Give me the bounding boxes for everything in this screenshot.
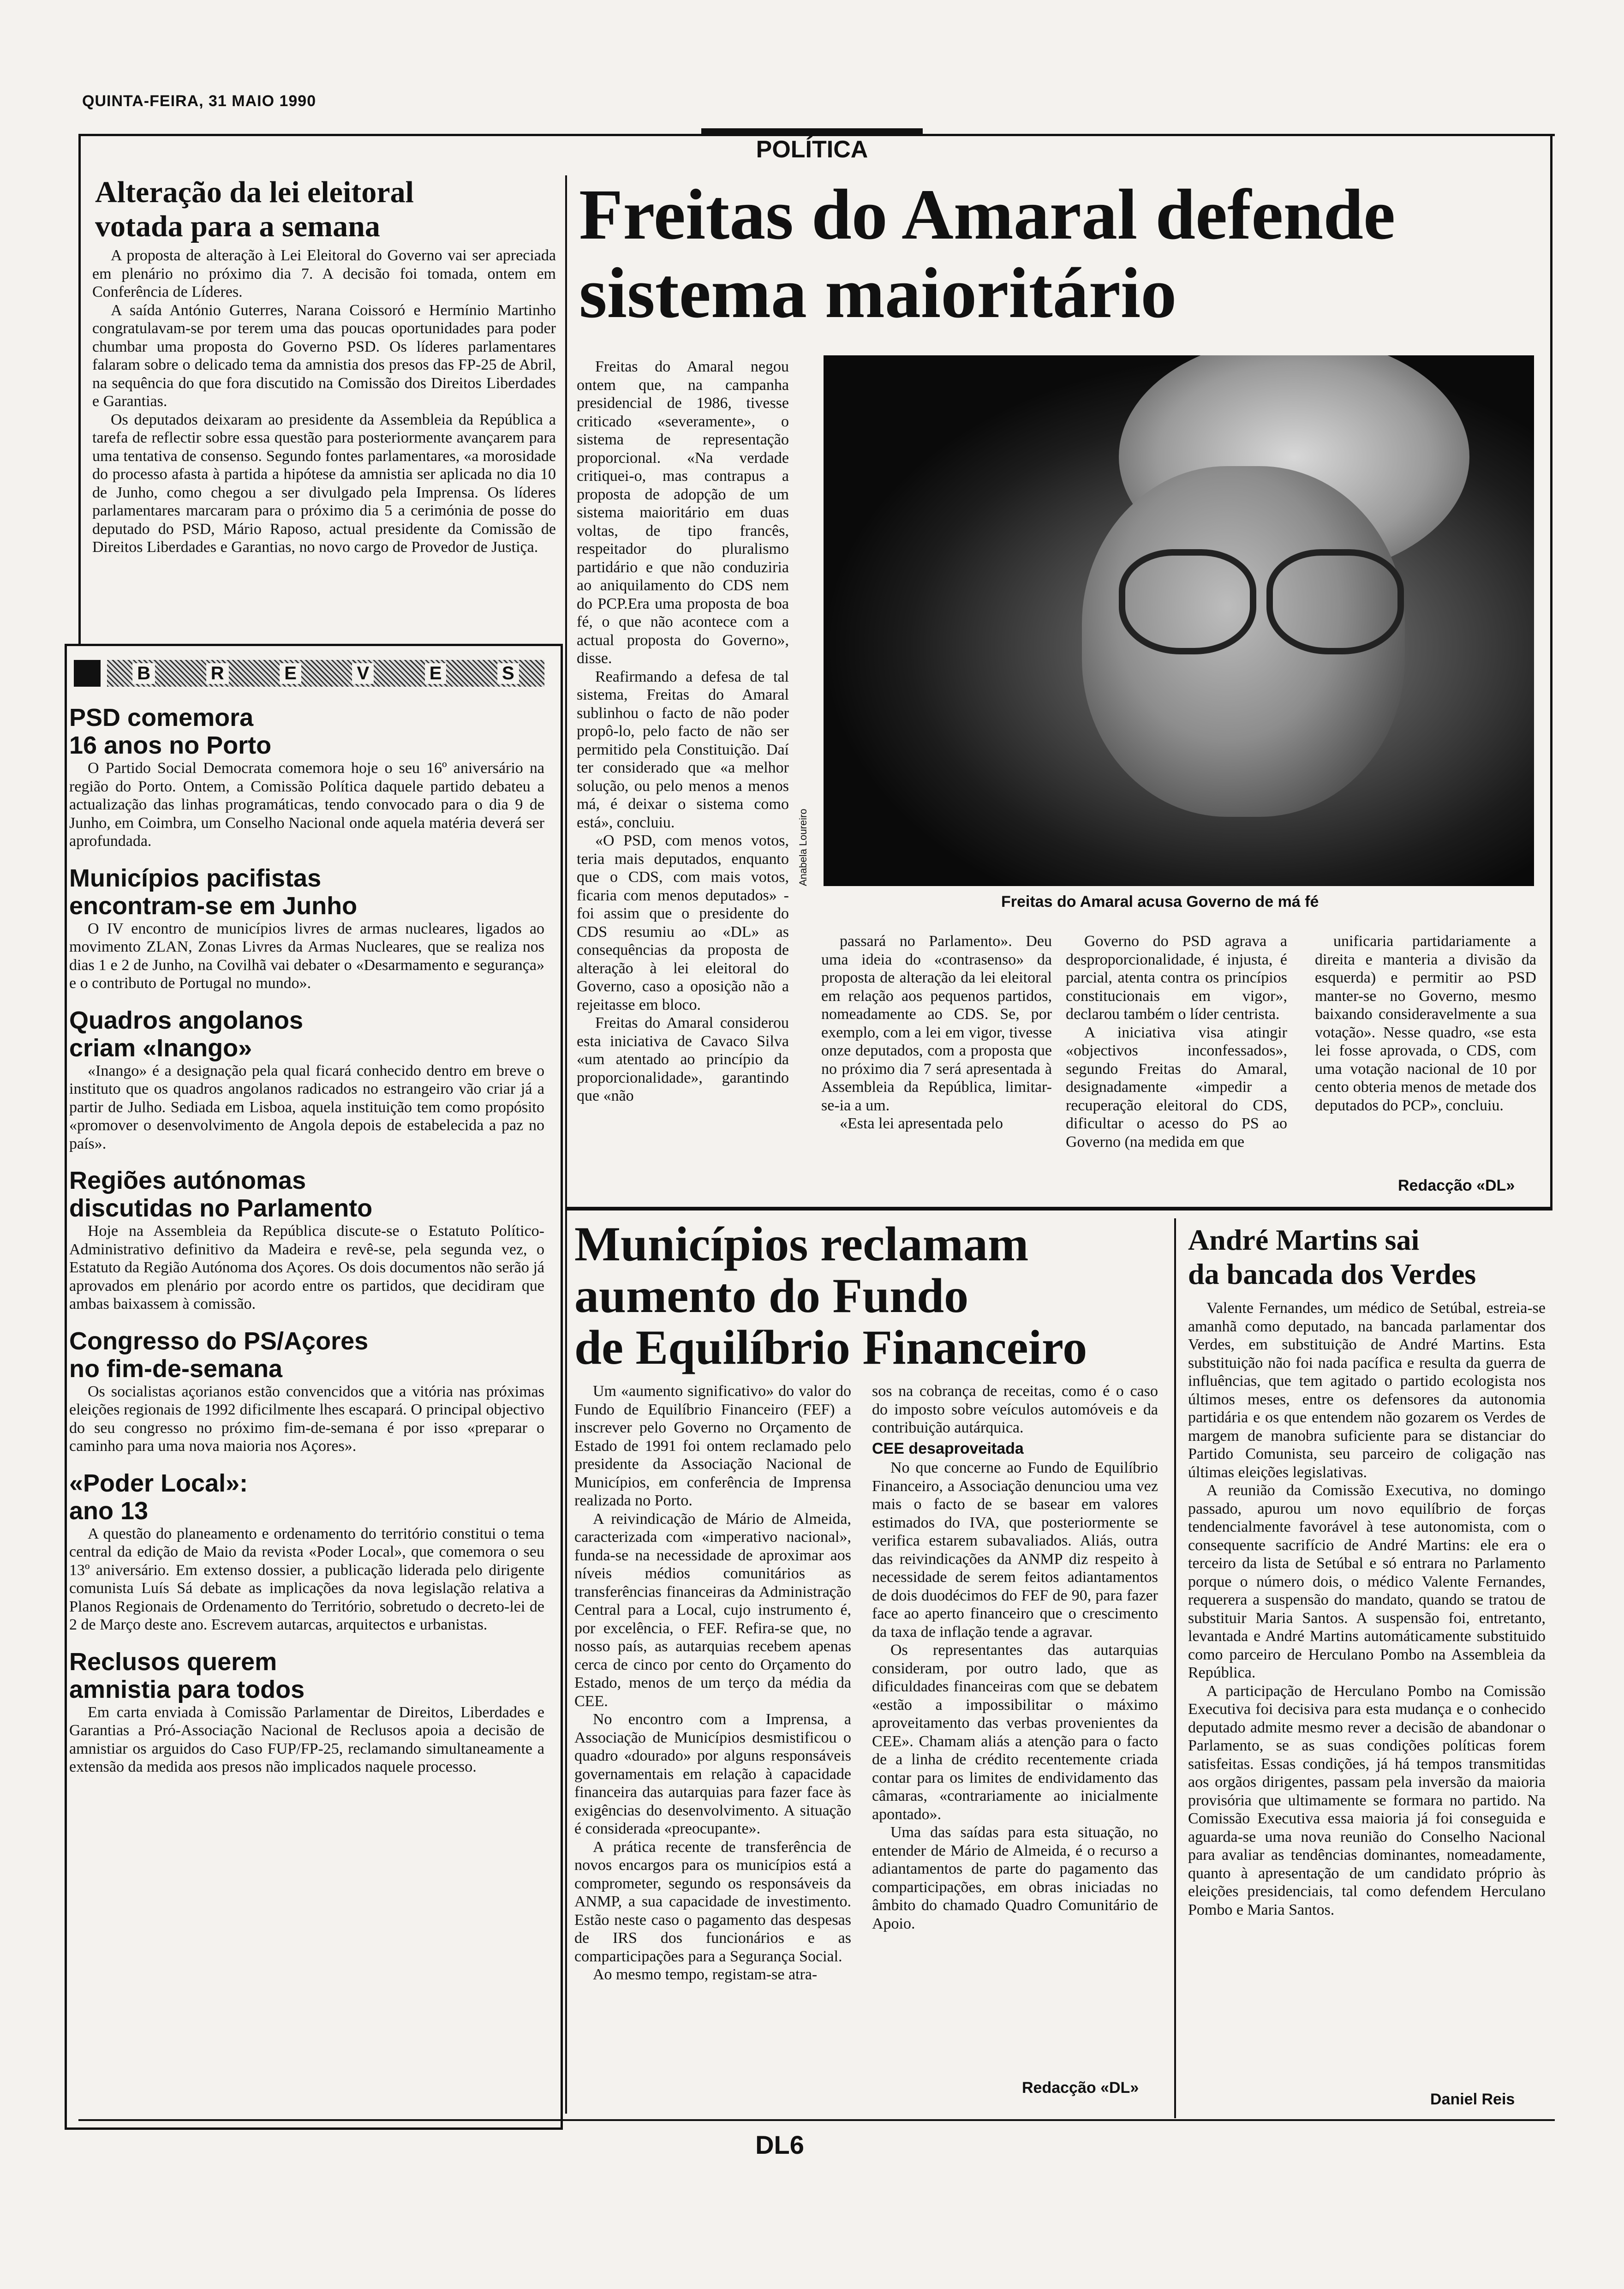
paragraph: A prática recente de transferência de novos encargos para os municípios está a comprometer, segundo os responsáveis da ANMP, a sua capacidade de investimento. Estão neste caso o pagamento das despesas de IRS dos funcionários e as comparticipações para a Segurança Social. bbox=[574, 1838, 851, 1965]
frame-left-rule bbox=[78, 134, 81, 646]
paragraph: Os deputados deixaram ao presidente da Assembleia da República a tarefa de reflectir sobre essa questão para posteriormente avançarem para uma tentativa de consenso. Segundo fontes parlamentares, «a morosidade do processo afasta à partida a hipótese da amnistia ser aplicada no dia 10 de Junho, como chegou a ser divulgado pela Imprensa. Os líderes parlamentares marcaram para o próximo dia 5 a cerimónia de posse do deputado do PSD, Mário Raposo, actual presidente da Comissão de Direitos Liberdades e Garantias, no novo cargo de Provedor de Justiça. bbox=[92, 411, 556, 556]
breve-text: A questão do planeamento e ordenamento do território constitui o tema central da edição de Maio da revista «Poder Local», que comemora o seu 13º aniversário. Em extenso dossier, a publicação liderada pelo dirigente comunista Luís Sá debate as implicações da nova legislação relativa a Planos Regionais de Ordenamento do Território, sobretudo o decreto-lei de 2 de Março deste ano. Escrevem autarcas, arquitectos e urbanistas. bbox=[69, 1525, 544, 1633]
breve-title-line1: Reclusos querem bbox=[69, 1648, 277, 1676]
footer-logo bbox=[720, 2130, 840, 2157]
andre-martins-headline-line1: André Martins sai bbox=[1188, 1223, 1420, 1256]
breve-item bbox=[69, 1469, 544, 1634]
lead-bottom-rule bbox=[565, 1207, 1552, 1210]
photo-credit: Anabela Loureiro bbox=[797, 809, 809, 886]
cee-subhead: CEE desaproveitada bbox=[872, 1439, 1024, 1457]
breve-title bbox=[69, 704, 544, 759]
paragraph: «Esta lei apresentada pelo bbox=[840, 1115, 1003, 1132]
paragraph: Uma das saídas para esta situação, no entender de Mário de Almeida, é o recurso a adiantamentos de parte do pagamento das comparticipações, em obras iniciadas no âmbito do chamado Quadro Comunitário de Apoio. bbox=[872, 1824, 1158, 1932]
breve-title bbox=[69, 1167, 544, 1222]
paragraph: Ao mesmo tempo, registam-se atra- bbox=[593, 1966, 818, 1983]
breve-title-line1: «Poder Local»: bbox=[69, 1469, 248, 1497]
photo-glasses-right bbox=[1266, 549, 1404, 654]
paragraph: A proposta de alteração à Lei Eleitoral do Governo vai ser apreciada em plenário no próximo dia 7. A decisão foi tomada, ontem em Conferência de Líderes. bbox=[92, 247, 556, 300]
lei-eleitoral-body bbox=[92, 246, 556, 557]
paragraph: Freitas do Amaral considerou esta iniciativa de Cavaco Silva «um atentado ao princípio da proporcionalidade», garantindo que «não bbox=[577, 1014, 789, 1104]
breve-item bbox=[69, 864, 544, 993]
lead-signature: Redacção «DL» bbox=[1398, 1177, 1515, 1194]
lei-eleitoral-headline-line1: Alteração da lei eleitoral bbox=[95, 175, 414, 209]
breves-letter: S bbox=[497, 663, 519, 684]
column-divider-rule-right bbox=[1174, 1218, 1176, 2118]
frame-right-rule bbox=[1550, 134, 1552, 1209]
municipios-headline-line1: Municípios reclamam bbox=[574, 1217, 1029, 1271]
column-divider-rule bbox=[565, 175, 567, 2114]
breve-title-line1: Quadros angolanos bbox=[69, 1006, 304, 1034]
breve-item bbox=[69, 704, 544, 851]
paragraph: Governo do PSD agrava a desproporcionalidade, é injusta, é parcial, atenta contra os princípios constitucionais em vigor», declarou também o líder centrista. bbox=[1066, 933, 1287, 1023]
breve-text: O IV encontro de municípios livres de armas nucleares, ligados ao movimento ZLAN, Zonas Livres da Armas Nucleares, que se realiza nos dias 1 e 2 de Junho, na Covilhã vai debater o «Desarmamento e segurança» e o contributo de Portugal no mundo». bbox=[69, 920, 544, 992]
breves-list bbox=[69, 704, 544, 1790]
paragraph: Um «aumento significativo» do valor do Fundo de Equilíbrio Financeiro (FEF) a inscrever pelo Governo no Orçamento de Estado de 1991 foi ontem reclamado pelo presidente da Associação Nacional de Municípios, em conferência de Imprensa realizada no Porto. bbox=[574, 1383, 851, 1509]
photo-caption: Freitas do Amaral acusa Governo de má fé bbox=[1001, 893, 1319, 911]
breves-letter: E bbox=[280, 663, 301, 684]
andre-martins-signature: Daniel Reis bbox=[1430, 2091, 1515, 2108]
municipios-column-1 bbox=[574, 1382, 851, 1984]
paragraph: A reunião da Comissão Executiva, no domingo passado, apurou um novo equilíbrio de forças tendencialmente favorável à tese autonomista, com o consequente sacrifício de André Martins: ele era o terceiro da lista de Setúbal e só entrara no Parlamento porque o número dois, o médico Valente Fernandes, requerera a suspensão do mandato, quando se tratou de substituir Maria Santos. A suspensão foi, entretanto, levantada e André Martins automáticamente substituido como parceiro de Herculano Pombo na Assembleia da República. bbox=[1188, 1482, 1546, 1681]
breve-title-line2: criam «Inango» bbox=[69, 1034, 252, 1062]
breve-text: Em carta enviada à Comissão Parlamentar de Direitos, Liberdades e Garantias a Pró-Associação Nacional de Reclusos apoia a decisão de amnistiar os arguidos do Caso FUP/FP-25, reclamando simultaneamente a extensão da medida aos presos não implicados naquele processo. bbox=[69, 1703, 544, 1775]
footer-logo-text: DL bbox=[755, 2130, 790, 2159]
breve-item bbox=[69, 1007, 544, 1153]
breve-title-line1: PSD comemora bbox=[69, 704, 254, 731]
breves-letters bbox=[107, 660, 544, 687]
paragraph: A reivindicação de Mário de Almeida, caracterizada com «imperativo nacional», funda-se na necessidade de aproximar aos níveis médios comunitários as transferências financeiras da Administração Central para a Local, cujo instrumento é, por excelência, o FEF. Refira-se que, no nosso país, as autarquias recebem apenas cerca de cinco por cento do Orçamento do Estado, menos de um terço da média da CEE. bbox=[574, 1510, 851, 1710]
paragraph: A participação de Herculano Pombo na Comissão Executiva foi decisiva para esta mudança e o conhecido deputado admite mesmo rever a decisão de abandonar o Parlamento, se as suas condições políticas forem satisfeitas. Essas condições, já há tempos transmitidas aos orgãos dirigentes, passam pela inversão da maioria provisória que ultimamente se formara no partido. Na Comissão Executiva essa maioria já foi conseguida e aguarda-se uma nova reunião do Conselho Nacional para avaliar as tendências dominantes, nomeadamente, quanto à apresentação de um candidato próprio às eleições presidenciais, tal como defendem Herculano Pombo e Maria Santos. bbox=[1188, 1682, 1546, 1918]
breves-letter: V bbox=[352, 663, 374, 684]
paragraph: passará no Parlamento». Deu uma ideia do «contrasenso» da proposta de alteração da lei eleitoral em relação aos pequenos partidos, nomeadamente ao CDS. Se, por exemplo, com a lei em vigor, tivesse onze deputados, com a proposta que no próximo dia 7 será apresentada à Assembleia da República, limitar-se-ia a um. bbox=[821, 933, 1052, 1114]
municipios-column-2 bbox=[872, 1382, 1158, 1933]
paragraph: Reafirmando a defesa de tal sistema, Freitas do Amaral sublinhou o facto de não poder propô-lo, pelo facto de não ser permitido pela Constituição. Daí ter considerado que «a melhor solução, ou pelo menos a menos má, é deixar o sistema como está», concluiu. bbox=[577, 668, 789, 831]
breve-title-line1: Congresso do PS/Açores bbox=[69, 1327, 369, 1355]
breve-item bbox=[69, 1167, 544, 1313]
paragraph: unificaria partidariamente a direita e manteria a divisão da esquerda) e permitir ao PSD manter-se no Governo, mesmo baixando consideravelmente a sua votação». Nesse quadro, «se esta lei fosse aprovada, o CDS, com uma votação nacional de 10 por cento obteria menos de metade dos deputados do PCP», concluiu. bbox=[1315, 933, 1536, 1114]
breve-item bbox=[69, 1648, 544, 1776]
breve-title-line2: discutidas no Parlamento bbox=[69, 1194, 373, 1222]
photo-glasses-left bbox=[1119, 549, 1256, 654]
page-number: 6 bbox=[789, 2130, 804, 2159]
lead-headline bbox=[579, 175, 1548, 332]
paragraph: No encontro com a Imprensa, a Associação de Municípios desmistificou o quadro «dourado» por alguns responsáveis governamentais em relação à capacidade financeira das autarquias para fazer face às exigências do desenvolvimento. A situação é considerada «preocupante». bbox=[574, 1711, 851, 1837]
breve-title-line2: encontram-se em Junho bbox=[69, 892, 358, 920]
breve-text: O Partido Social Democrata comemora hoje o seu 16º aniversário na região do Porto. Ontem, a Comissão Política daquele partido debateu a actualização das linhas programáticas, tendo convocado para o dia 9 de Junho, em Coimbra, um Conselho Nacional onde aquela matéria deverá ser aprofundada. bbox=[69, 760, 544, 850]
paragraph: No que concerne ao Fundo de Equilíbrio Financeiro, a Associação denunciou uma vez mais o facto de se basear em valores estimados do IVA, que posteriormente se verifica estarem subavaliados. Aliás, outra das reivindicações da ANMP diz respeito à necessidade de serem feitos adiantamentos de dois duodécimos do FEF de 90, para fazer face ao aperto financeiro que o crescimento da taxa de inflação tende a agravar. bbox=[872, 1459, 1158, 1641]
lei-eleitoral-headline-line2: votada para a semana bbox=[95, 210, 380, 243]
andre-martins-body bbox=[1188, 1299, 1546, 1919]
breve-text: Hoje na Assembleia da República discute-se o Estatuto Político-Administrativo definitivo da Madeira e revê-se, pela segunda vez, o Estatuto da Região Autónoma dos Açores. Os dois documentos não serão já aprovados em plenário por acordo entre os partidos, que decidiram que ambas baixassem à comissão. bbox=[69, 1222, 544, 1312]
lei-eleitoral-headline bbox=[92, 175, 556, 244]
lead-headline-line2: sistema maioritário bbox=[579, 253, 1177, 333]
lead-column-2 bbox=[821, 932, 1052, 1133]
municipios-signature: Redacção «DL» bbox=[1022, 2079, 1139, 2097]
breves-letter: R bbox=[206, 663, 229, 684]
breve-title bbox=[69, 1007, 544, 1062]
breve-title-line2: amnistia para todos bbox=[69, 1675, 305, 1703]
breve-text: «Inango» é a designação pela qual ficará conhecido dentro em breve o instituto que os quadros angolanos radicados no estrangeiro vão criar já a partir de Julho. Sediada em Lisboa, aquela instituição tem como propósito «promover o desenvolvimento de Angola depois de estabelecida a paz no país». bbox=[69, 1062, 544, 1152]
andre-martins-headline bbox=[1188, 1223, 1548, 1291]
breve-title-line2: no fim-de-semana bbox=[69, 1354, 283, 1383]
section-label: POLÍTICA bbox=[701, 128, 923, 167]
lead-column-1 bbox=[577, 358, 789, 1105]
paragraph: Os representantes das autarquias consideram, por outro lado, que as dificuldades financeiras com que se debatem «estão a impossibilitar o máximo aproveitamento das verbas provenientes da CEE». Chamam aliás a atenção para o facto de a linha de crédito recentemente criada contar para os limites de endividamento das câmaras, «contrariamente ao inicialmente apontado». bbox=[872, 1642, 1158, 1823]
breve-title-line1: Regiões autónomas bbox=[69, 1167, 306, 1194]
lei-eleitoral-article bbox=[92, 175, 556, 557]
breves-letter: E bbox=[425, 663, 447, 684]
breve-title bbox=[69, 1648, 544, 1703]
breves-banner bbox=[74, 655, 544, 691]
breve-title-line2: ano 13 bbox=[69, 1497, 149, 1525]
lead-headline-line1: Freitas do Amaral defende bbox=[579, 174, 1396, 254]
frame-top-rule bbox=[78, 134, 1555, 136]
breve-title bbox=[69, 1327, 544, 1383]
municipios-headline-line2: aumento do Fundo bbox=[574, 1269, 969, 1323]
paragraph: Freitas do Amaral negou ontem que, na campanha presidencial de 1986, tivesse criticado «severamente», o sistema de representação proporcional. «Na verdade critiquei-o, mas contrapus a proposta de adopção de um sistema maioritário em duas voltas, de tipo francês, respeitador do pluralismo partidário e que não conduziria ao aniquilamento do CDS nem do PCP.Era uma proposta de boa fé, o que não acontece com a actual proposta do Governo», disse. bbox=[577, 358, 789, 667]
paragraph: A iniciativa visa atingir «objectivos inconfessados», segundo Freitas do Amaral, designadamente «impedir a recuperação eleitoral do CDS, dificultar o acesso do PS ao Governo (na medida em que bbox=[1066, 1024, 1287, 1150]
municipios-headline-line3: de Equilíbrio Financeiro bbox=[574, 1320, 1087, 1374]
breves-square-icon bbox=[74, 660, 101, 687]
breve-title bbox=[69, 1469, 544, 1525]
paragraph: A saída António Guterres, Narana Coissoró e Hermínio Martinho congratulavam-se por terem uma das poucas oportunidades para poder chumbar uma proposta do Governo PSD. Os líderes parlamentares falaram sobre o delicado tema da amnistia dos presos das FP-25 de Abril, na sequência do que fora discutido na Comissão dos Direitos Liberdades e Garantias. bbox=[92, 301, 556, 410]
portrait-photo bbox=[824, 355, 1534, 886]
dateline: QUINTA-FEIRA, 31 MAIO 1990 bbox=[82, 92, 316, 110]
paragraph: «O PSD, com menos votos, teria mais deputados, enquanto que o CDS, com mais votos, ficaria com menos deputados» - foi assim que o presidente do CDS resumiu ao «DL» as consequências da proposta de alteração à lei eleitoral do Governo, caso a oposição não a rejeitasse em bloco. bbox=[577, 832, 789, 1013]
paragraph: sos na cobrança de receitas, como é o caso do imposto sobre veículos automóveis e da contribuição autárquica. bbox=[872, 1383, 1158, 1436]
breve-text: Os socialistas açorianos estão convencidos que a vitória nas próximas eleições regionais de 1992 dificilmente lhes escapará. O principal objectivo do seu congresso no próximo fim-de-semana é por isso «preparar o caminho para uma nova maioria nos Açores». bbox=[69, 1383, 544, 1455]
breve-title bbox=[69, 864, 544, 920]
breve-title-line1: Municípios pacifistas bbox=[69, 864, 322, 892]
paragraph: Valente Fernandes, um médico de Setúbal, estreia-se amanhã como deputado, na bancada parlamentar dos Verdes, em substituição de André Martins. Esta substituição não foi nada pacífica e resulta da guerra de influências, que tem agitado o partido ecologista nos últimos meses, entre os defensores da autonomia partidária e os que entendem não gozarem os Verdes de margem de manobra suficiente para se distanciar do Partido Comunista, seu parceiro de coligação nas últimas eleições legislativas. bbox=[1188, 1300, 1546, 1481]
municipios-headline bbox=[574, 1218, 1174, 1373]
breve-item bbox=[69, 1327, 544, 1456]
lead-column-3 bbox=[1066, 932, 1287, 1151]
breves-letter: B bbox=[132, 663, 155, 684]
breve-title-line2: 16 anos no Porto bbox=[69, 731, 272, 759]
page-bottom-rule bbox=[78, 2119, 1555, 2121]
lead-column-4 bbox=[1315, 932, 1536, 1115]
andre-martins-headline-line2: da bancada dos Verdes bbox=[1188, 1258, 1476, 1290]
